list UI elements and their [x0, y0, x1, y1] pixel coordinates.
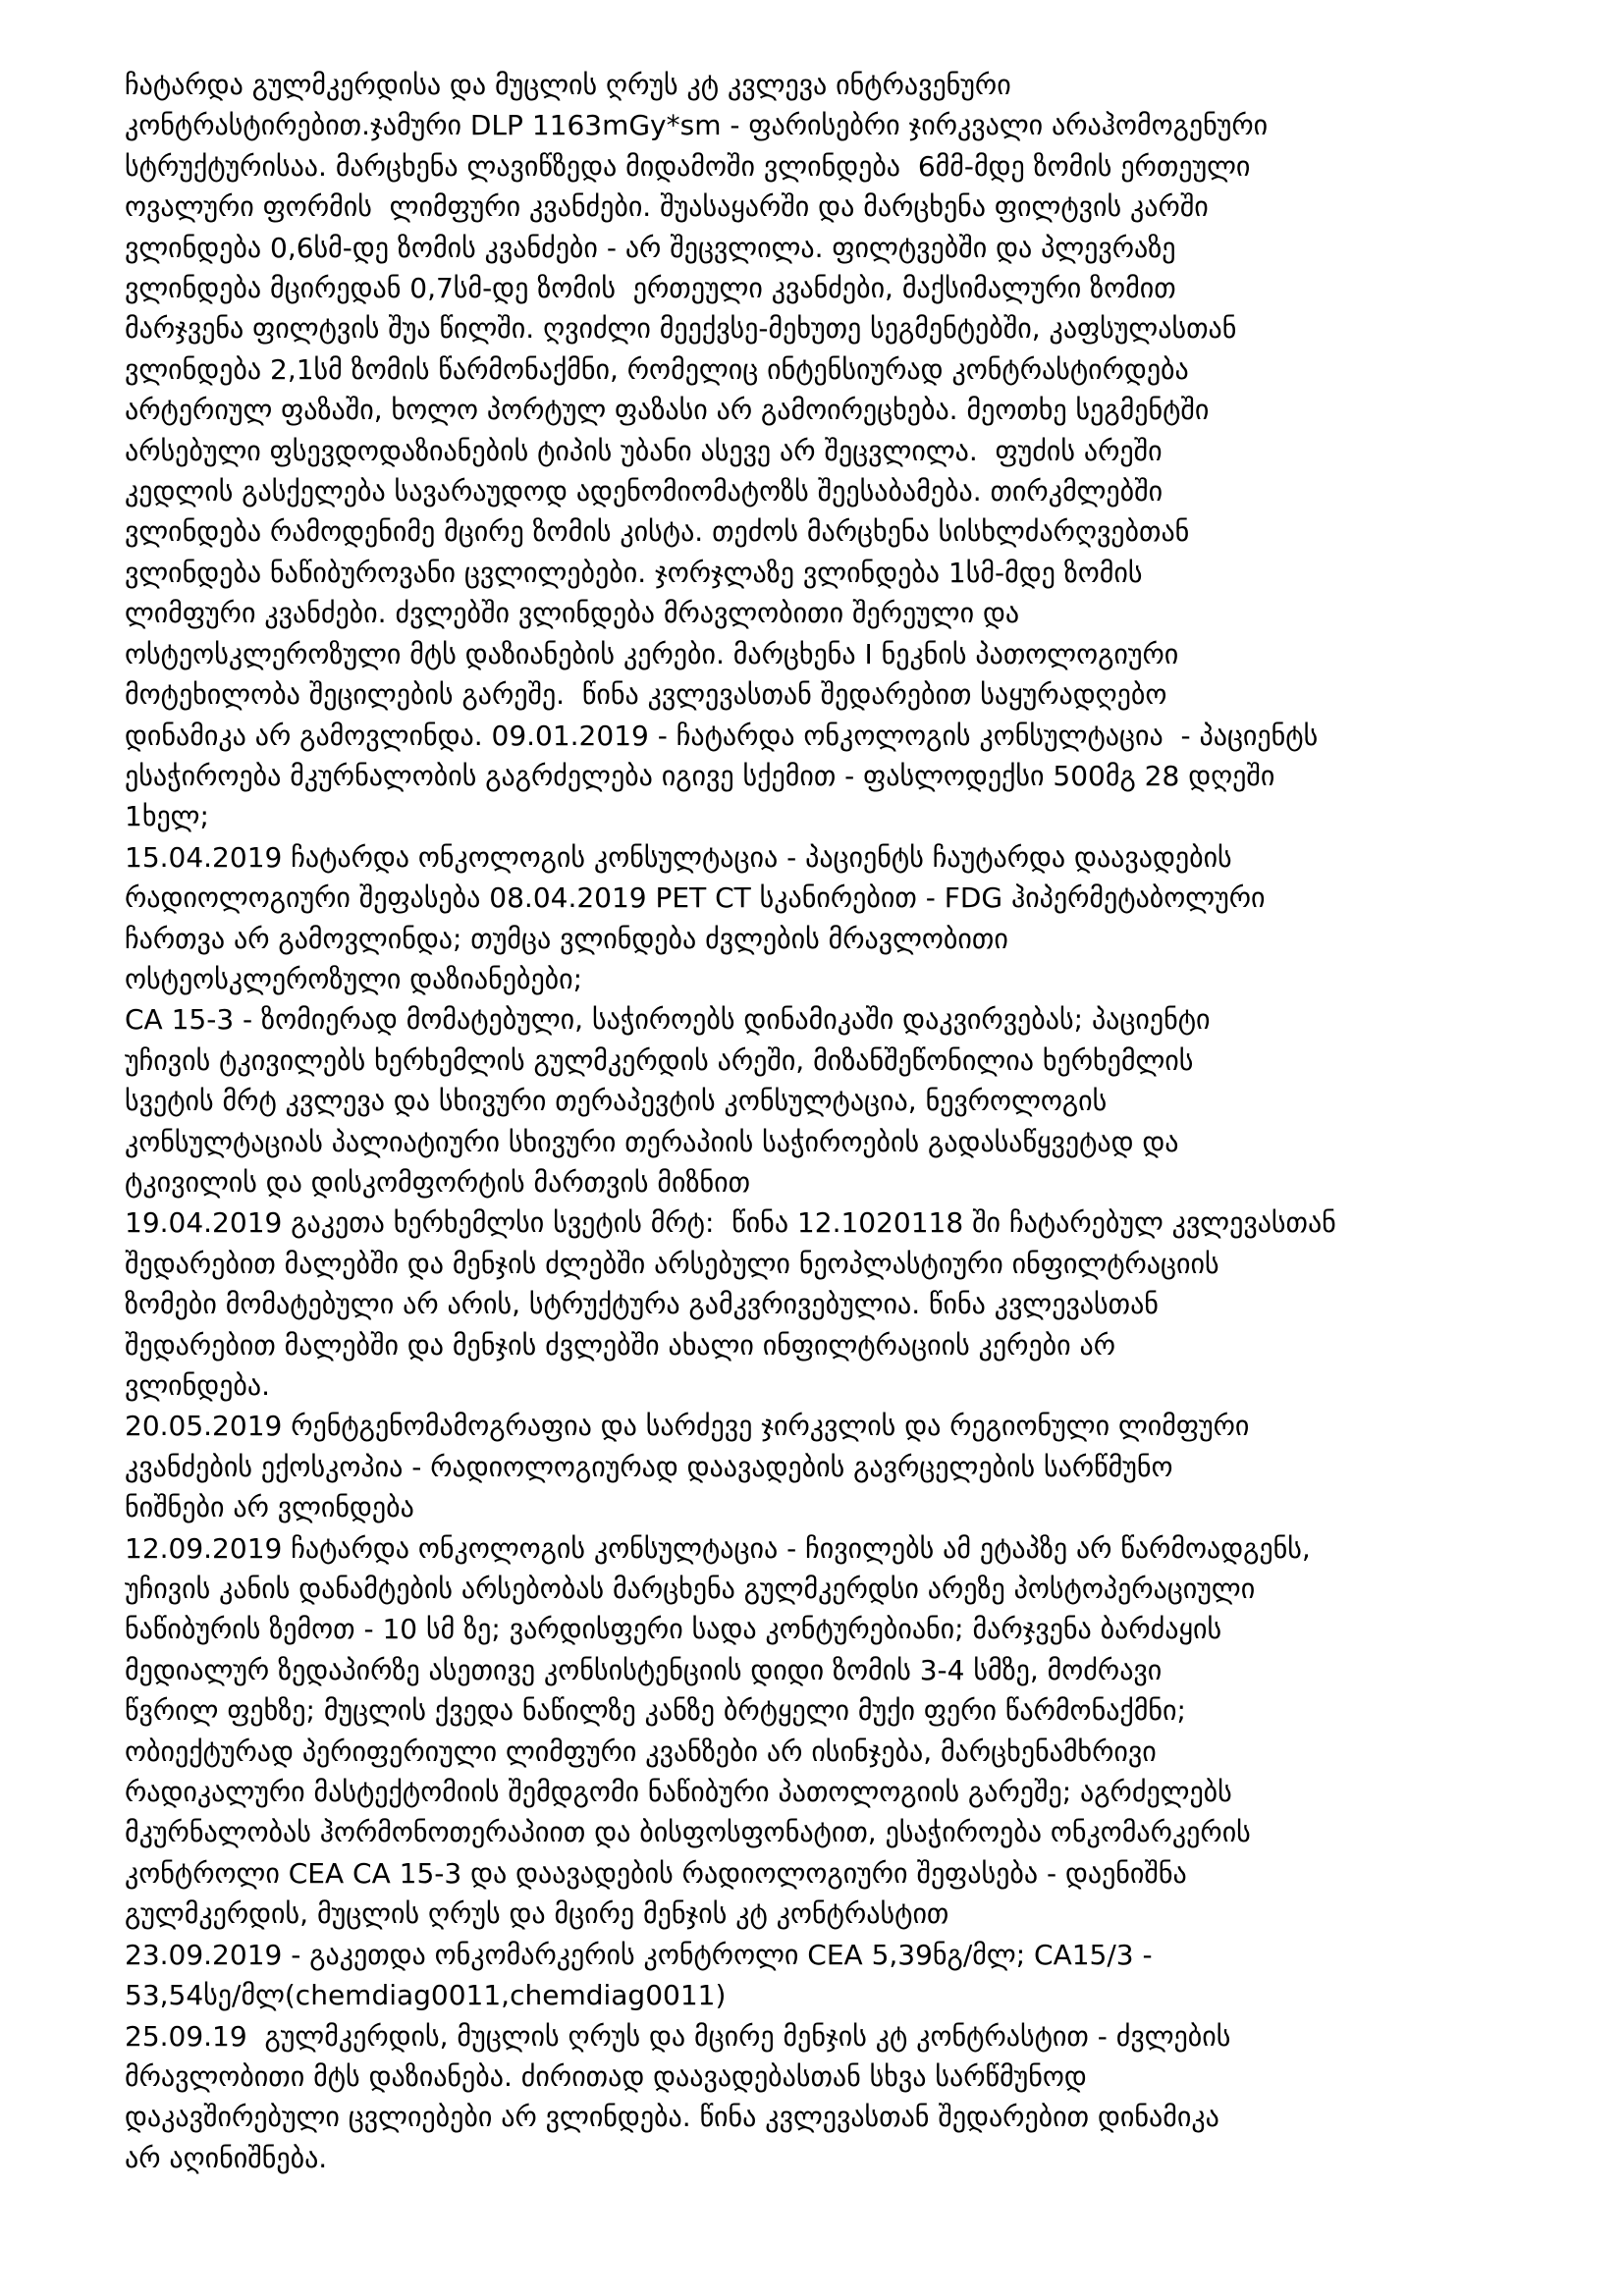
text-line: კვანძების ექოსკოპია - რადიოლოგიურად დაავადების გავრცელების სარწმუნო	[125, 1450, 1173, 1483]
text-line: ტკივილის და დისკომფორტის მართვის მიზნით	[125, 1165, 751, 1199]
text-line: მედიალურ ზედაპირზე ასეთივე კონსისტენციის დიდი ზომის 3-4 სმზე, მოძრავი	[125, 1653, 1163, 1686]
text-line: სტრუქტურისაა. მარცხენა ლავიწზედა მიდამოში ვლინდება 6მმ-მდე ზომის ერთეული	[125, 149, 1251, 183]
text-line: ნაწიბურის ზემოთ - 10 სმ ზე; ვარდისფერი სადა კონტურებიანი; მარჯვენა ბარძაყის	[125, 1613, 1222, 1646]
text-line: 23.09.2019 - გაკეთდა ონკომარკერის კონტროლი CEA 5,39ნგ/მლ; CA15/3 -	[125, 1938, 1153, 1971]
text-line: დაკავშირებული ცვლიებები არ ვლინდება. წინა კვლევასთან შედარებით დინამიკა	[125, 2101, 1219, 2134]
text-line: ვლინდება.	[125, 1369, 271, 1402]
text-line: მარჯვენა ფილტვის შუა წილში. ღვიძლი მეექვსე-მეხუთე სეგმენტებში, კაფსულასთან	[125, 312, 1237, 346]
text-line: ვლინდება 0,6სმ-დე ზომის კვანძები - არ შეცვლილა. ფილტვებში და პლევრაზე	[125, 231, 1176, 264]
text-line: 19.04.2019 გაკეთა ხერხემლსი სვეტის მრტ: წინა 12.1020118 ში ჩატარებულ კვლევასთან	[125, 1206, 1336, 1240]
text-line: სვეტის მრტ კვლევა და სხივური თერაპევტის კონსულტაცია, ნევროლოგის	[125, 1085, 1108, 1118]
text-line: ოვალური ფორმის ლიმფური კვანძები. შუასაყარში და მარცხენა ფილტვის კარში	[125, 190, 1209, 224]
medical-report-text	[125, 65, 1526, 2178]
text-line: რადიოლოგიური შეფასება 08.04.2019 PET CT სკანირებით - FDG ჰიპერმეტაბოლური	[125, 881, 1266, 915]
text-line: კედლის გასქელება სავარაუდოდ ადენომიომატოზს შეესაბამება. თირკმლებში	[125, 475, 1164, 508]
text-line: გულმკერდის, მუცლის ღრუს და მცირე მენჯის კტ კონტრასტით	[125, 1897, 949, 1931]
text-line: კონტრასტირებით.ჯამური DLP 1163mGy*sm - ფარისებრი ჯირკვალი არაჰომოგენური	[125, 109, 1269, 142]
text-line: უჩივის კანის დანამტების არსებობას მარცხენა გულმკერდსი არეზე პოსტოპერაციული	[125, 1573, 1256, 1606]
text-line: ზომები მომატებული არ არის, სტრუქტურა გამკვრივებულია. წინა კვლევასთან	[125, 1288, 1159, 1321]
text-line: კონსულტაციას პალიატიური სხივური თერაპიის საჭიროების გადასაწყვეტად და	[125, 1125, 1179, 1158]
text-line: შედარებით მალებში და მენჯის ძვლებში ახალი ინფილტრაციის კერები არ	[125, 1328, 1116, 1362]
text-line: 15.04.2019 ჩატარდა ონკოლოგის კონსულტაცია - პაციენტს ჩაუტარდა დაავადების	[125, 840, 1232, 874]
text-line: კონტროლი CEA CA 15-3 და დაავადების რადიოლოგიური შეფასება - დაენიშნა	[125, 1856, 1187, 1890]
text-line: ჩატარდა გულმკერდისა და მუცლის ღრუს კტ კვლევა ინტრავენური	[125, 69, 1011, 101]
text-line: არსებული ფსევდოდაზიანების ტიპის უბანი ასევე არ შეცვლილა. ფუძის არეში	[125, 434, 1163, 467]
text-line: ესაჭიროება მკურნალობის გაგრძელება იგივე სქემით - ფასლოდექსი 500მგ 28 დღეში	[125, 759, 1275, 792]
text-line: 25.09.19 გულმკერდის, მუცლის ღრუს და მცირე მენჯის კტ კონტრასტით - ძვლების	[125, 2019, 1231, 2053]
text-line: შედარებით მალებში და მენჯის ძლებში არსებული ნეოპლასტიური ინფილტრაციის	[125, 1247, 1219, 1280]
text-line: დინამიკა არ გამოვლინდა. 09.01.2019 - ჩატარდა ონკოლოგის კონსულტაცია - პაციენტს	[125, 719, 1319, 752]
text-line: მკურნალობას ჰორმონოთერაპიით და ბისფოსფონატით, ესაჭიროება ონკომარკერის	[125, 1816, 1251, 1849]
text-line: 53,54სე/მლ(chemdiag0011,chemdiag0011)	[125, 1979, 727, 2012]
text-line: 20.05.2019 რენტგენომამოგრაფია და სარძევე ჯირკვლის და რეგიონული ლიმფური	[125, 1410, 1250, 1443]
text-line: CA 15-3 - ზომიერად მომატებული, საჭიროებს დინამიკაში დაკვირვებას; პაციენტი	[125, 1003, 1211, 1037]
text-line: არ აღინიშნება.	[125, 2141, 328, 2174]
text-line: ოსტეოსკლეროზული დაზიანებები;	[125, 962, 583, 995]
text-line: 12.09.2019 ჩატარდა ონკოლოგის კონსულტაცია - ჩივილებს ამ ეტაპზე არ წარმოადგენს,	[125, 1531, 1311, 1565]
text-line: ვლინდება 2,1სმ ზომის წარმონაქმნი, რომელიც ინტენსიურად კონტრასტირდება	[125, 352, 1189, 386]
text-line: ობიექტურად პერიფერიული ლიმფური კვანზები არ ისინჯება, მარცხენამხრივი	[125, 1735, 1157, 1768]
text-line: მოტეხილობა შეცილების გარეშე. წინა კვლევასთან შედარებით საყურადღებო	[125, 678, 1167, 712]
text-line: 1ხელ;	[125, 800, 209, 833]
text-line: წვრილ ფეხზე; მუცლის ქვედა ნაწილზე კანზე ბრტყელი მუქი ფერი წარმონაქმნი;	[125, 1694, 1186, 1728]
text-line: ვლინდება მცირედან 0,7სმ-დე ზომის ერთეული კვანძები, მაქსიმალური ზომით	[125, 272, 1176, 305]
text-line: არტერიულ ფაზაში, ხოლო პორტულ ფაზასი არ გამოირეცხება. მეოთხე სეგმენტში	[125, 394, 1210, 427]
text-line: ლიმფური კვანძები. ძვლებში ვლინდება მრავლობითი შერეული და	[125, 597, 1020, 630]
text-line: ჩართვა არ გამოვლინდა; თუმცა ვლინდება ძვლების მრავლობითი	[125, 922, 1008, 955]
text-line: მრავლობითი მტს დაზიანება. ძირითად დაავადებასთან სხვა სარწმუნოდ	[125, 2059, 1087, 2093]
text-line: ვლინდება რამოდენიმე მცირე ზომის კისტა. თეძოს მარცხენა სისხლძარღვებთან	[125, 515, 1190, 549]
text-line: ვლინდება ნაწიბუროვანი ცვლილებები. ჯორჯლაზე ვლინდება 1სმ-მდე ზომის	[125, 556, 1143, 589]
text-line: რადიკალური მასტექტომიის შემდგომი ნაწიბური პათოლოგიის გარეშე; აგრძელებს	[125, 1776, 1232, 1809]
text-line: უჩივის ტკივილებს ხერხემლის გულმკერდის არეში, მიზანშეწონილია ხერხემლის	[125, 1043, 1194, 1077]
text-line: ნიშნები არ ვლინდება	[125, 1491, 414, 1524]
text-line: ოსტეოსკლეროზული მტს დაზიანების კერები. მარცხენა I ნეკნის პათოლოგიური	[125, 637, 1179, 670]
